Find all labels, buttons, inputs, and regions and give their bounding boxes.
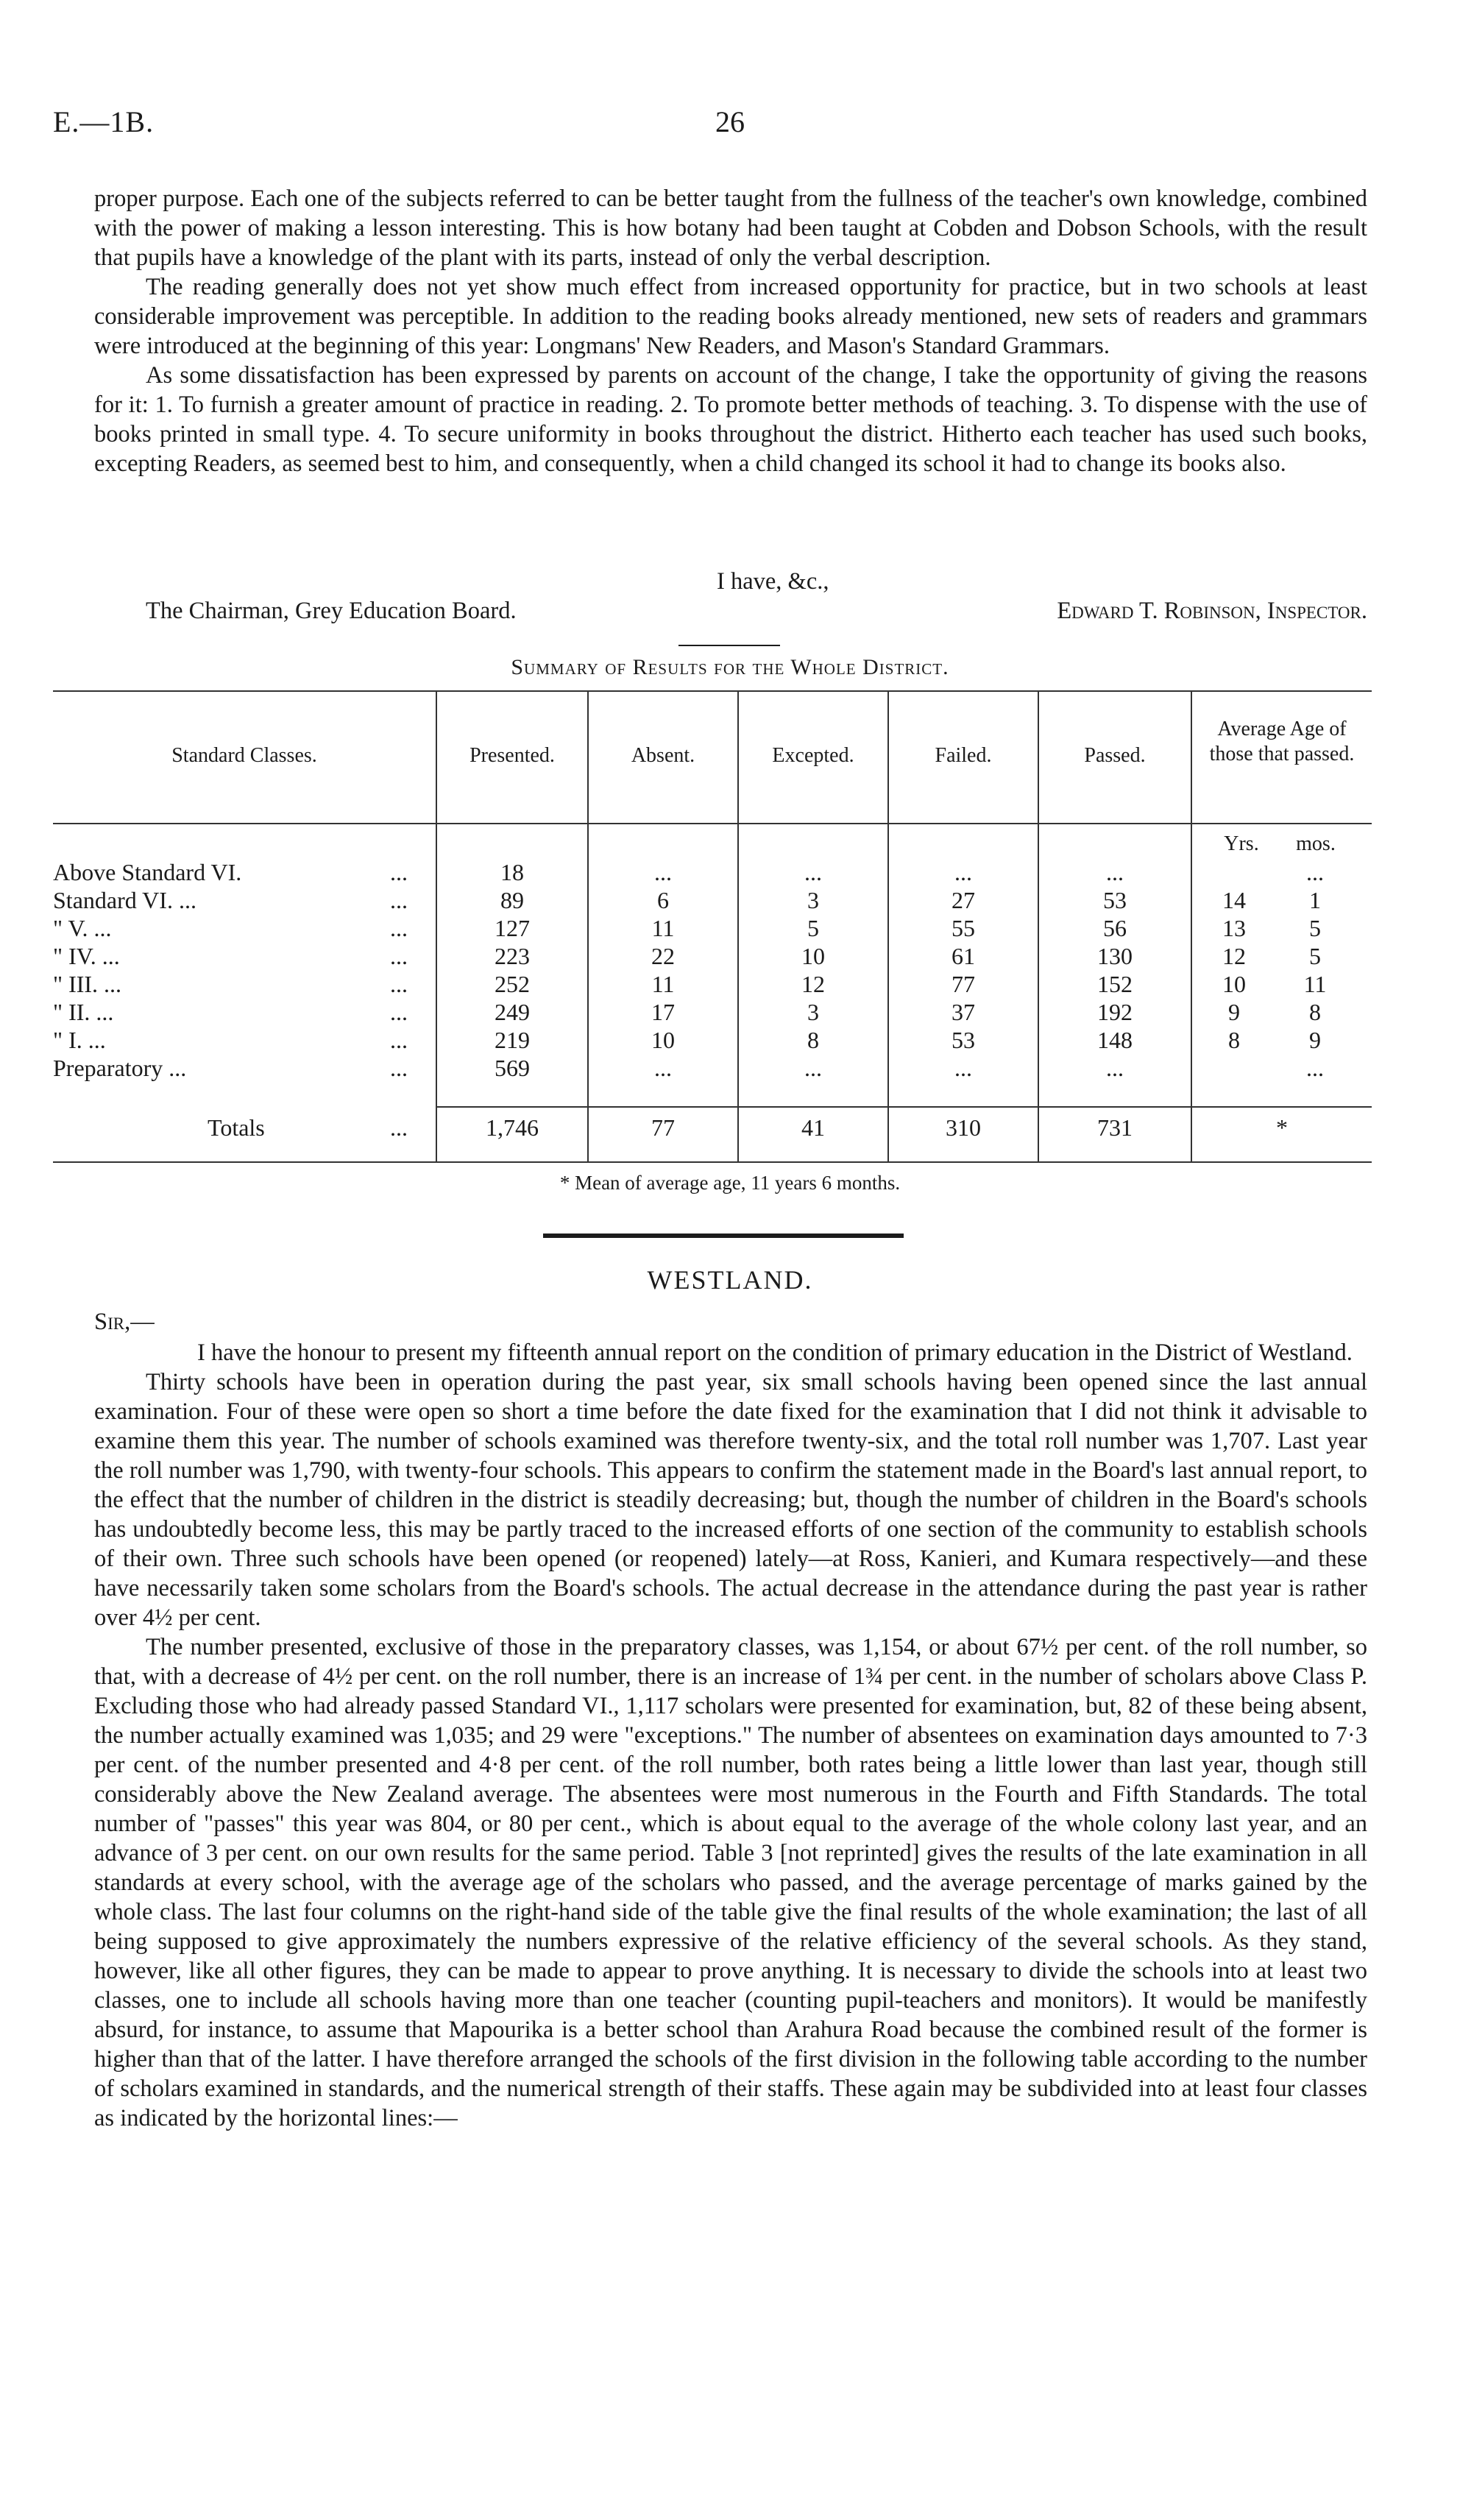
age-months-unit: mos. — [1296, 832, 1336, 855]
cell-presented: 249 — [495, 999, 530, 1025]
cell-mos: 8 — [1309, 999, 1321, 1025]
cell-absent: 11 — [651, 971, 675, 997]
row-label: " III. ... — [53, 971, 122, 997]
westland-text — [94, 1338, 1367, 2133]
table-title: Summary of Results for the Whole District. — [511, 655, 949, 679]
cell-yrs: 10 — [1222, 971, 1246, 997]
report-reference: E.—1B. — [53, 105, 155, 138]
totals-absent: 77 — [651, 1114, 675, 1141]
cell-yrs: 14 — [1222, 887, 1246, 913]
page-number: 26 — [715, 105, 745, 138]
cell-passed: ... — [1106, 859, 1124, 885]
totals-label: Totals — [208, 1114, 265, 1141]
table-bottom-rule — [53, 1161, 1372, 1163]
cell-mos: 1 — [1309, 887, 1321, 913]
cell-absent: 11 — [651, 915, 675, 941]
row-leader-dots: ... — [390, 1055, 408, 1081]
cell-failed: ... — [954, 859, 972, 885]
salutation: Sir,— — [94, 1309, 155, 1335]
cell-failed: 55 — [952, 915, 975, 941]
paragraph: proper purpose. Each one of the subjects referred to can be better taught from the fullness of the teacher's own knowledge, combined with the power of making a lesson interesting. This is how botany had been taught at Cobden and Dobson Schools, with the result that pupils have a knowledge of the plant with its parts, instead of only the verbal description. — [94, 185, 1367, 271]
totals-age: * — [1276, 1114, 1288, 1141]
paragraph: The number presented, exclusive of those in the preparatory classes, was 1,154, or about 67½ per cent. of the roll number, so that, with a decrease of 4½ per cent. on the roll number, there is an increase of 1¾ per cent. in the number of scholars above Class P. Excluding those who had already passed Standard VI., 1,117 scholars were presented for examination, but, 82 of these being absent, the number actually examined was 1,035; and 29 were "exceptions." The number of absentees on examination days amounted to 7·3 per cent. of the number presented and 4·8 per cent. of the roll number, both rates being a little lower than last year, though still considerably above the New Zealand average. The absentees were most numerous in the Fourth and Fifth Standards. The total number of "passes" this year was 804, or 80 per cent., which is about equal to the average of the whole colony last year, and an advance of 3 per cent. on our own results for the same period. Table 3 [not reprinted] gives the results of the late examination in all standards at every school, with the average age of the scholars who passed, and the average percentage of marks gained by the whole class. The last four columns on the right-hand side of the table give the final results of the whole examination; the last of all being supposed to give approximately the numbers expressive of the relative efficiency of the several schools. As they stand, however, like all other figures, they can be made to appear to prove anything. It is necessary to divide the schools into at least two classes, one to include all schools having more than one teacher (counting pupil-teachers and monitors). It would be manifestly absurd, for instance, to assume that Mapourika is a better school than Arahura Road because the combined result of the former is higher than that of the latter. I have therefore arranged the schools of the first division in the following table according to the number of scholars examined in standards, and the numerical strength of their staffs. These again may be subdivided into at least four classes as indicated by the horizontal lines:— — [94, 1634, 1367, 2131]
cell-passed: 148 — [1097, 1027, 1133, 1053]
addressee: The Chairman, Grey Education Board. — [146, 598, 517, 624]
intro-text — [94, 184, 1367, 478]
cell-excepted: 3 — [807, 999, 819, 1025]
cell-mos: ... — [1306, 859, 1324, 885]
row-label: Standard VI. ... — [53, 887, 196, 913]
col-header-absent: Absent. — [631, 744, 695, 767]
cell-yrs: 13 — [1222, 915, 1246, 941]
row-label: " V. ... — [53, 915, 112, 941]
cell-excepted: 3 — [807, 887, 819, 913]
cell-yrs: 12 — [1222, 943, 1246, 969]
totals-failed: 310 — [946, 1114, 981, 1141]
cell-passed: 192 — [1097, 999, 1133, 1025]
col-header-standard: Standard Classes. — [171, 744, 317, 767]
cell-failed: 77 — [952, 971, 975, 997]
cell-mos: 5 — [1309, 915, 1321, 941]
cell-yrs: 8 — [1228, 1027, 1240, 1053]
cell-absent: 17 — [651, 999, 675, 1025]
totals-dots: ... — [390, 1114, 408, 1141]
cell-excepted: 12 — [801, 971, 825, 997]
age-years-unit: Yrs. — [1224, 832, 1259, 855]
row-leader-dots: ... — [390, 971, 408, 997]
col-header-average-age: Average Age of those that passed. — [1209, 718, 1355, 765]
row-label: " II. ... — [53, 999, 114, 1025]
cell-absent: ... — [654, 1055, 672, 1081]
row-leader-dots: ... — [390, 915, 408, 941]
cell-excepted: ... — [804, 1055, 822, 1081]
totals-presented: 1,746 — [486, 1114, 539, 1141]
column-divider — [1191, 690, 1192, 1161]
row-leader-dots: ... — [390, 999, 408, 1025]
cell-mos: 11 — [1303, 971, 1327, 997]
col-header-failed: Failed. — [935, 744, 992, 767]
paragraph: Thirty schools have been in operation during the past year, six small schools having been opened since the last annual examination. Four of these were open so short a time before the date fixed for the examination that I did not think it advisable to examine them this year. The number of schools examined was therefore twenty-six, and the total roll number was 1,707. Last year the roll number was 1,790, with twenty-four schools. This appears to confirm the statement made in the Board's last annual report, to the effect that the number of children in the district is steadily decreasing; but, though the number of children in the Board's schools has undoubtedly become less, this may be partly traced to the increased efforts of one section of the community to establish schools of their own. Three such schools have been opened (or reopened) lately—at Ross, Kanieri, and Kumara respectively—and these have necessarily taken some scholars from the Board's schools. The actual decrease in the attendance during the past year is rather over 4½ per cent. — [94, 1369, 1367, 1631]
cell-mos: ... — [1306, 1055, 1324, 1081]
totals-rule — [436, 1106, 1372, 1108]
cell-presented: 569 — [495, 1055, 530, 1081]
col-header-presented: Presented. — [469, 744, 555, 767]
cell-presented: 127 — [495, 915, 530, 941]
row-label: Above Standard VI. — [53, 859, 242, 885]
paragraph: As some dissatisfaction has been expressed by parents on account of the change, I take the opportunity of giving the reasons for it: 1. To furnish a greater amount of practice in reading. 2. To promote better methods of teaching. 3. To dispense with the use of books printed in small type. 4. To secure uniformity in books throughout the district. Hitherto each teacher has used such books, excepting Readers, as seemed best to him, and consequently, when a child changed its school it had to change its books also. — [94, 362, 1367, 477]
paragraph: The reading generally does not yet show much effect from increased opportunity for practice, but in two schools at least considerable improvement was perceptible. In addition to the reading books already mentioned, new sets of readers and grammars were introduced at the beginning of this year: Longmans' New Readers, and Mason's Standard Grammars. — [94, 274, 1367, 359]
cell-presented: 252 — [495, 971, 530, 997]
paragraph: I have the honour to present my fifteenth annual report on the condition of primary education in the District of Westland. — [197, 1339, 1353, 1366]
divider — [678, 645, 780, 646]
cell-excepted: 10 — [801, 943, 825, 969]
cell-excepted: ... — [804, 859, 822, 885]
section-divider — [543, 1234, 904, 1238]
cell-excepted: 5 — [807, 915, 819, 941]
cell-absent: 10 — [651, 1027, 675, 1053]
cell-passed: 130 — [1097, 943, 1133, 969]
signatory: Edward T. Robinson, Inspector. — [1057, 598, 1367, 624]
section-heading: WESTLAND. — [647, 1265, 813, 1295]
row-label: " I. ... — [53, 1027, 106, 1053]
cell-failed: 37 — [952, 999, 975, 1025]
table-footnote: * Mean of average age, 11 years 6 months. — [559, 1172, 901, 1194]
cell-passed: 56 — [1103, 915, 1127, 941]
summary-table — [53, 690, 1372, 1161]
row-leader-dots: ... — [390, 887, 408, 913]
cell-absent: 6 — [657, 887, 669, 913]
cell-yrs: 9 — [1228, 999, 1240, 1025]
cell-presented: 89 — [500, 887, 524, 913]
cell-passed: 53 — [1103, 887, 1127, 913]
totals-passed: 731 — [1097, 1114, 1133, 1141]
cell-absent: ... — [654, 859, 672, 885]
cell-passed: ... — [1106, 1055, 1124, 1081]
row-label: " IV. ... — [53, 943, 120, 969]
cell-absent: 22 — [651, 943, 675, 969]
cell-mos: 5 — [1309, 943, 1321, 969]
table-top-rule — [53, 690, 1372, 692]
totals-excepted: 41 — [801, 1114, 825, 1141]
closing: I have, &c., — [717, 568, 829, 595]
col-header-excepted: Excepted. — [772, 744, 854, 767]
row-leader-dots: ... — [390, 859, 408, 885]
cell-failed: 27 — [952, 887, 975, 913]
row-leader-dots: ... — [390, 1027, 408, 1053]
col-header-passed: Passed. — [1084, 744, 1146, 767]
cell-failed: 53 — [952, 1027, 975, 1053]
cell-failed: ... — [954, 1055, 972, 1081]
cell-excepted: 8 — [807, 1027, 819, 1053]
header-rule — [53, 823, 1372, 824]
cell-presented: 18 — [500, 859, 524, 885]
row-label: Preparatory ... — [53, 1055, 187, 1081]
cell-passed: 152 — [1097, 971, 1133, 997]
cell-failed: 61 — [952, 943, 975, 969]
cell-presented: 223 — [495, 943, 530, 969]
cell-mos: 9 — [1309, 1027, 1321, 1053]
row-leader-dots: ... — [390, 943, 408, 969]
cell-presented: 219 — [495, 1027, 530, 1053]
